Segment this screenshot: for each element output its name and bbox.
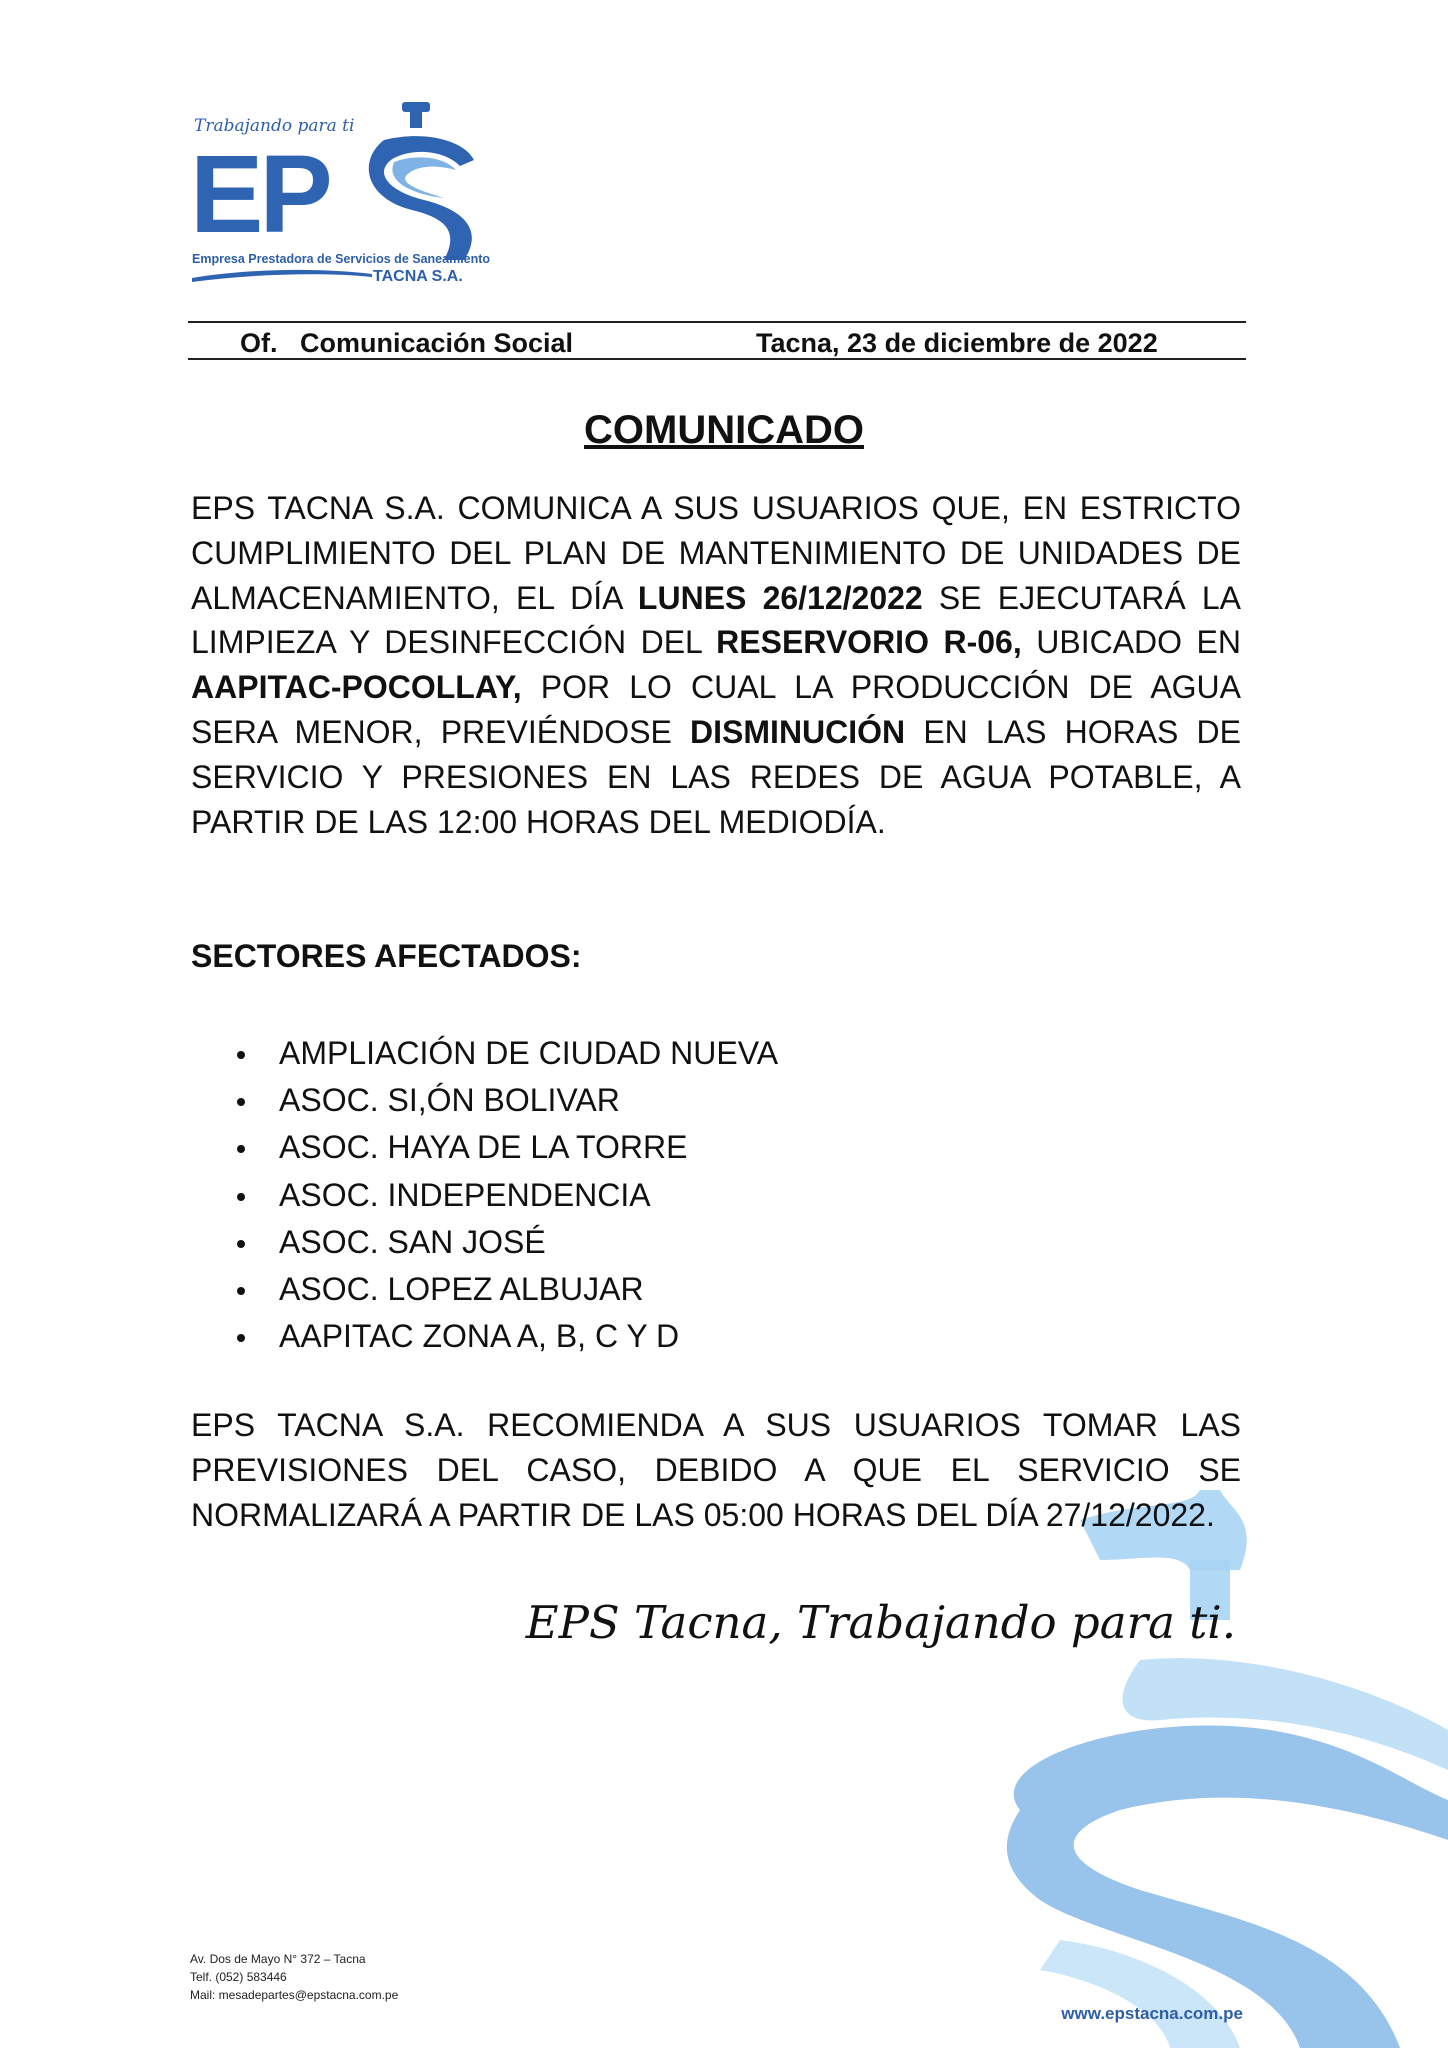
- sectores-heading: SECTORES AFECTADOS:: [191, 938, 582, 974]
- paragraph-announcement: [191, 486, 1241, 844]
- text-run: POR LO CUAL LA PRODUCCIÓN DE AGUA SERA MENOR, PREVIÉNDOSE: [191, 669, 1241, 750]
- text-run: UBICADO EN: [1021, 624, 1241, 661]
- background-wave-graphic: [940, 1480, 1448, 2048]
- logo-tagline: Trabajando para ti: [194, 116, 355, 136]
- logo-company-name: Empresa Prestadora de Servicios de Saneamiento: [192, 252, 491, 266]
- text-run-bold: RESERVORIO R-06,: [716, 624, 1022, 661]
- logo-water-s-icon: [364, 100, 484, 270]
- text-run-bold: DISMINUCIÓN: [690, 713, 906, 750]
- list-item: ASOC. SAN JOSÉ: [233, 1219, 778, 1266]
- date-line: Tacna, 23 de diciembre de 2022: [756, 328, 1158, 358]
- paragraph-recommendation: EPS TACNA S.A. RECOMIENDA A SUS USUARIOS TOMAR LAS PREVISIONES DEL CASO, DEBIDO A QUE EL SERVICIO SE NORMALIZARÁ A PARTIR DE LAS 05:00 HORAS DEL DÍA 27/12/2022.: [191, 1407, 1241, 1533]
- list-item: ASOC. SI,ÓN BOLIVAR: [233, 1077, 778, 1124]
- footer-phone: Telf. (052) 583446: [190, 1970, 287, 1984]
- slogan: EPS Tacna, Trabajando para ti.: [525, 1596, 1236, 1649]
- text-run-bold: AAPITAC-POCOLLAY,: [191, 669, 522, 706]
- header-top-rule: [188, 321, 1246, 323]
- footer-contact: [190, 1950, 398, 2004]
- text-run-bold: LUNES 26/12/2022: [637, 579, 923, 616]
- logo-brand: TACNA S.A.: [373, 268, 463, 285]
- text-run: SE EJECUTARÁ LA LIMPIEZA Y DESINFECCIÓN DEL: [191, 579, 1242, 661]
- footer-address: Av. Dos de Mayo N° 372 – Tacna: [190, 1952, 366, 1966]
- office-label: Of. Comunicación Social: [240, 328, 574, 358]
- header-bottom-rule: [188, 358, 1246, 360]
- list-item: ASOC. INDEPENDENCIA: [233, 1172, 778, 1219]
- website-link[interactable]: www.epstacna.com.pe: [1061, 2004, 1243, 2023]
- text-run: EPS TACNA S.A. COMUNICA A SUS USUARIOS QUE, EN ESTRICTO CUMPLIMIENTO DEL PLAN DE MANTENIMIENTO DE UNIDADES DE ALMACENAMIENTO, EL DÍA: [191, 490, 1241, 616]
- list-item: ASOC. LOPEZ ALBUJAR: [233, 1266, 778, 1313]
- list-item: ASOC. HAYA DE LA TORRE: [233, 1124, 778, 1171]
- list-item: AAPITAC ZONA A, B, C Y D: [233, 1313, 778, 1360]
- page-title: COMUNICADO: [584, 408, 864, 452]
- logo-letters: EP: [190, 133, 329, 256]
- logo-swoosh-icon: [192, 268, 372, 282]
- footer-mail: Mail: mesadepartes@epstacna.com.pe: [190, 1988, 399, 2002]
- sectores-list: [233, 1030, 778, 1360]
- list-item: AMPLIACIÓN DE CIUDAD NUEVA: [233, 1030, 778, 1077]
- text-run: EN LAS HORAS DE SERVICIO Y PRESIONES EN LAS REDES DE AGUA POTABLE, A PARTIR DE LAS 12:00 HORAS DEL MEDIODÍA.: [191, 713, 1242, 840]
- eps-logo: [186, 100, 491, 290]
